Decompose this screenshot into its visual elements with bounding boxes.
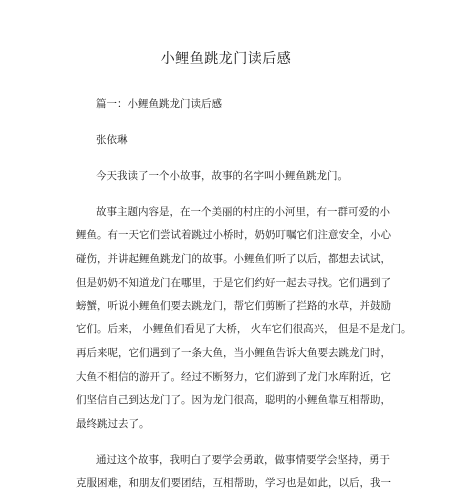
paragraph-line: 碰伤，并讲起鲤鱼跳龙门的故事。小鲤鱼们听了以后，都想去试试， (76, 253, 391, 265)
paragraph-line: 们坚信自己到达龙门了。因为龙门很高，聪明的小鲤鱼靠互相帮助， (76, 394, 391, 406)
paragraph-line: 大鱼不相信的游开了。经过不断努力，它们游到了龙门水库附近，它 (76, 371, 391, 383)
paragraph-line: 螃蟹，听说小鲤鱼们要去跳龙门，帮它们剪断了拦路的水草，并鼓励 (76, 300, 391, 312)
paragraph-line: 再后来呢，它们遇到了一条大鱼，当小鲤鱼告诉大鱼要去跳龙门时， (76, 347, 391, 359)
document-title: 小鲤鱼跳龙门读后感 (160, 51, 292, 67)
paragraph-line: 故事主题内容是，在一个美丽的村庄的小河里，有一群可爱的小 (96, 206, 390, 218)
paragraph-line: 克服困难，和朋友们要团结，互相帮助，学习也是如此，以后，我一 (76, 477, 391, 489)
paragraph-line: 通过这个故事，我明白了要学会勇敢，做事情要学会坚持，勇于 (96, 454, 390, 466)
paragraph-line: 最终跳过去了。 (76, 418, 150, 430)
section-heading: 篇一：小鲤鱼跳龙门读后感 (96, 98, 222, 110)
paragraph-line: 它们。后来， 小鲤鱼们看见了大桥， 火车它们很高兴， 但是不是龙门。 (76, 323, 412, 335)
paragraph-line: 鲤鱼。有一天它们尝试着跳过小桥时，奶奶叮嘱它们注意安全，小心 (76, 229, 391, 241)
author-name: 张依琳 (96, 134, 128, 146)
paragraph-line: 但是奶奶不知道龙门在哪里，于是它们约好一起去寻找。它们遇到了 (76, 277, 391, 289)
intro-paragraph: 今天我读了一个小故事，故事的名字叫小鲤鱼跳龙门。 (96, 170, 348, 182)
